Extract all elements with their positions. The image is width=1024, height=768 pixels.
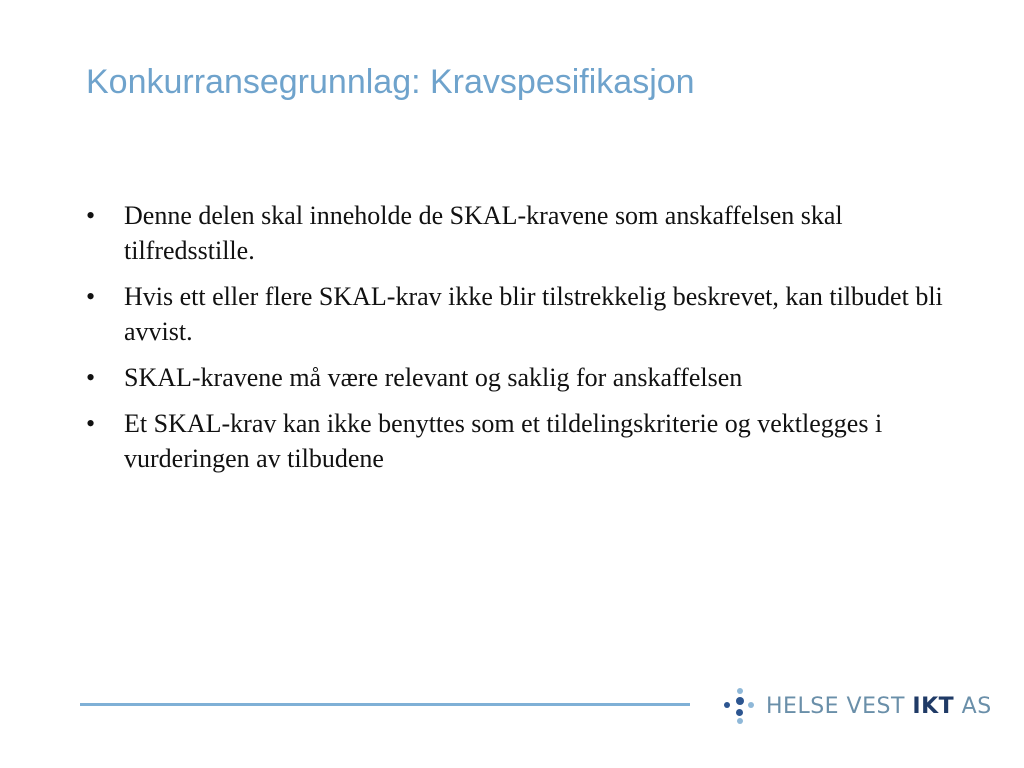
bullet-item-1 <box>86 198 946 268</box>
bullet-item-2 <box>86 279 946 349</box>
logo-dot <box>736 709 743 716</box>
logo-dot <box>737 688 743 694</box>
logo-text <box>766 694 992 719</box>
logo-text-bold: IKT <box>912 693 955 719</box>
logo-text-suffix: AS <box>954 693 992 719</box>
logo-dot <box>737 718 743 724</box>
footer-divider <box>80 703 690 706</box>
logo-dot <box>748 702 754 708</box>
logo-dot <box>736 697 744 705</box>
company-logo <box>722 688 992 724</box>
slide-title: Konkurransegrunnlag: Kravspesifikasjon <box>86 63 695 101</box>
bullet-list <box>86 198 946 487</box>
bullet-text: Et SKAL-krav kan ikke benyttes som et tildelingskriterie og vektlegges i vurderingen av tilbudene <box>124 409 883 473</box>
bullet-marker: • <box>86 409 96 438</box>
bullet-text: Hvis ett eller flere SKAL-krav ikke blir tilstrekkelig beskrevet, kan tilbudet bli avvist. <box>124 282 943 346</box>
bullet-item-3 <box>86 360 946 395</box>
logo-text-prefix: HELSE VEST <box>766 693 913 719</box>
bullet-text: SKAL-kravene må være relevant og saklig for anskaffelsen <box>124 363 743 392</box>
logo-dots-icon <box>722 688 756 724</box>
bullet-text: Denne delen skal inneholde de SKAL-kravene som anskaffelsen skal tilfredsstille. <box>124 201 843 265</box>
bullet-marker: • <box>86 201 96 230</box>
bullet-marker: • <box>86 282 96 311</box>
logo-dot <box>724 702 730 708</box>
bullet-item-4 <box>86 406 946 476</box>
bullet-marker: • <box>86 363 96 392</box>
